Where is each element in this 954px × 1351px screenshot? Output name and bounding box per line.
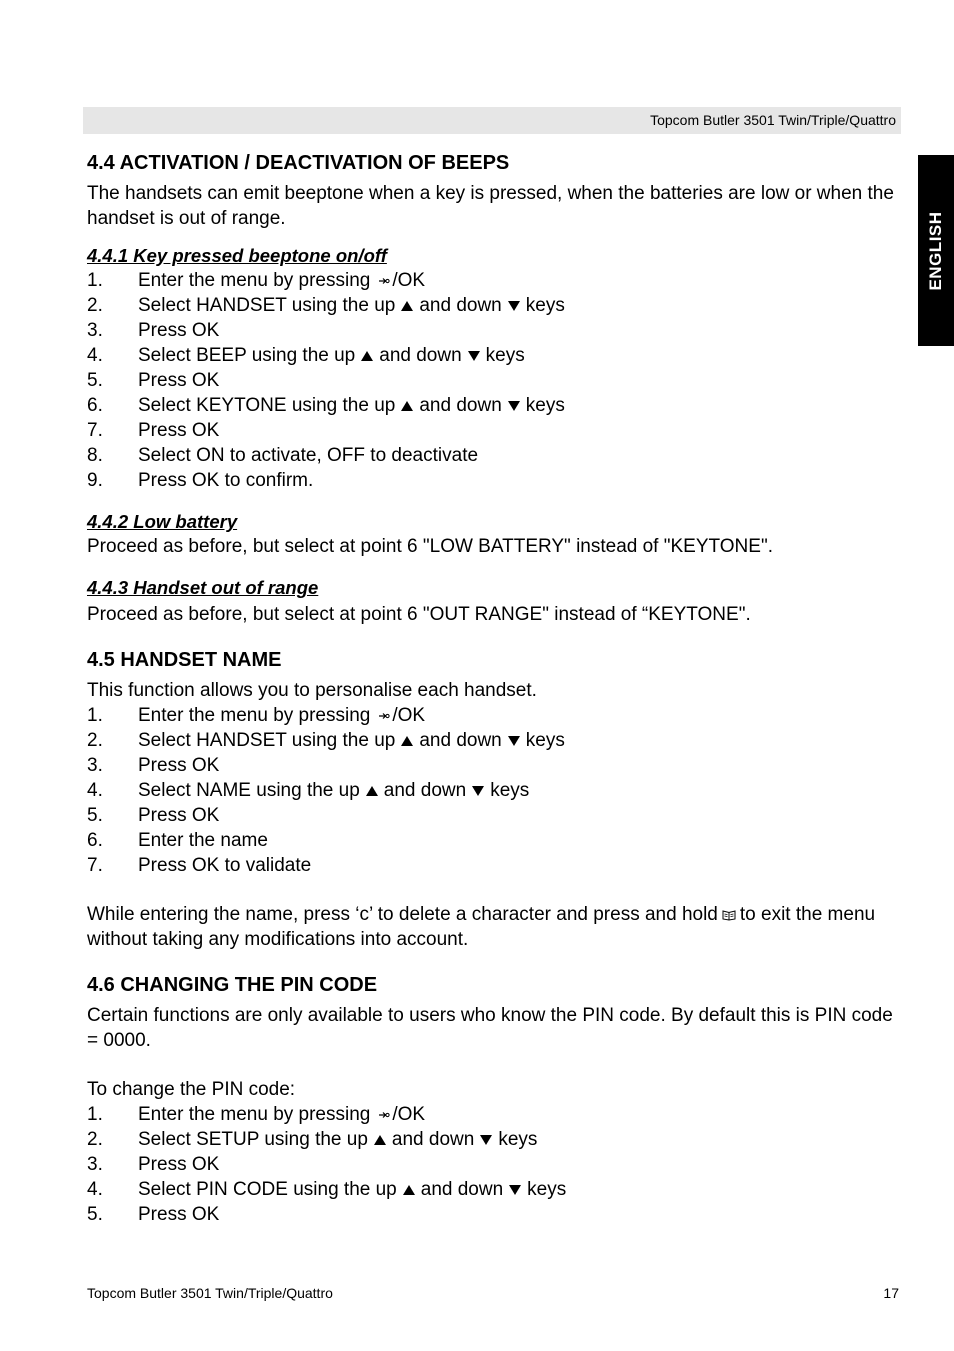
list-item — [87, 268, 902, 293]
step-number: 5. — [87, 805, 103, 826]
list-item — [87, 418, 902, 443]
up-arrow-icon — [403, 1185, 415, 1195]
step-number: 2. — [87, 295, 103, 316]
step-number: 4. — [87, 1179, 103, 1200]
step-text: Enter the name — [138, 830, 268, 851]
step-number: 6. — [87, 830, 103, 851]
subsection-4-4-2-text: Proceed as before, but select at point 6 "LOW BATTERY" instead of "KEYTONE". — [87, 536, 773, 557]
step-text-suffix: keys — [485, 345, 525, 366]
step-text: Press OK — [138, 1204, 220, 1225]
header-title: Topcom Butler 3501 Twin/Triple/Quattro — [650, 112, 896, 128]
subsection-heading-4-4-1: 4.4.1 Key pressed beeptone on/off — [87, 245, 387, 266]
step-text: Select KEYTONE using the up — [138, 395, 396, 416]
step-number: 6. — [87, 395, 103, 416]
step-number: 3. — [87, 320, 103, 341]
page-header — [83, 107, 901, 134]
step-text: Select HANDSET using the up — [138, 730, 396, 751]
down-arrow-icon — [480, 1135, 492, 1145]
list-item — [87, 778, 902, 803]
step-text: Press OK — [138, 1154, 220, 1175]
step-number: 8. — [87, 445, 103, 466]
down-arrow-icon — [472, 786, 484, 796]
list-item — [87, 853, 902, 878]
step-text-mid: and down — [419, 295, 502, 316]
step-number: 4. — [87, 345, 103, 366]
step-text: Select ON to activate, OFF to deactivate — [138, 445, 479, 466]
down-arrow-icon — [508, 736, 520, 746]
list-item — [87, 318, 902, 343]
list-item — [87, 828, 902, 853]
menu-key-icon — [378, 710, 390, 722]
step-text-mid: and down — [419, 395, 502, 416]
step-text: Press OK — [138, 420, 220, 441]
down-arrow-icon — [508, 401, 520, 411]
subsection-heading-4-4-2: 4.4.2 Low battery — [87, 511, 238, 532]
section-4-6-intro: Certain functions are only available to users who know the PIN code. By default this is PIN code = 0000. — [87, 1005, 893, 1051]
list-item — [87, 1127, 902, 1152]
menu-key-icon — [378, 275, 390, 287]
step-text: Press OK — [138, 755, 220, 776]
up-arrow-icon — [366, 786, 378, 796]
section-heading-4-6: 4.6 CHANGING THE PIN CODE — [87, 974, 378, 996]
step-number: 7. — [87, 420, 103, 441]
menu-key-icon — [378, 1109, 390, 1121]
up-arrow-icon — [374, 1135, 386, 1145]
step-number: 1. — [87, 705, 103, 726]
page-number: 17 — [883, 1285, 899, 1301]
step-number: 3. — [87, 755, 103, 776]
step-number: 3. — [87, 1154, 103, 1175]
steps-list-4-4-1 — [87, 268, 902, 493]
list-item — [87, 393, 902, 418]
step-text-suffix: keys — [498, 1129, 538, 1150]
page-content — [87, 150, 902, 1227]
subsection-heading-4-4-3: 4.4.3 Handset out of range — [87, 577, 319, 598]
step-number: 2. — [87, 1129, 103, 1150]
step-number: 1. — [87, 1104, 103, 1125]
step-text: Select HANDSET using the up — [138, 295, 396, 316]
step-text-suffix: keys — [525, 395, 565, 416]
step-number: 7. — [87, 855, 103, 876]
section-4-4-intro: The handsets can emit beeptone when a key is pressed, when the batteries are low or when the handset is out of range. — [87, 183, 894, 229]
step-text-suffix: /OK — [392, 270, 426, 291]
step-text: Select PIN CODE using the up — [138, 1179, 397, 1200]
step-number: 4. — [87, 780, 103, 801]
step-text-mid: and down — [391, 1129, 475, 1150]
step-text-suffix: keys — [525, 295, 565, 316]
step-text-suffix: keys — [525, 730, 565, 751]
list-item — [87, 1177, 902, 1202]
language-tab-label: ENGLISH — [926, 210, 945, 291]
subsection-4-4-3-text: Proceed as before, but select at point 6 "OUT RANGE" instead of “KEYTONE". — [87, 604, 751, 625]
step-text: Enter the menu by pressing — [138, 705, 371, 726]
step-text: Press OK — [138, 805, 220, 826]
up-arrow-icon — [401, 401, 413, 411]
list-item — [87, 1152, 902, 1177]
step-text-suffix: keys — [490, 780, 530, 801]
step-text: Enter the menu by pressing — [138, 270, 371, 291]
list-item — [87, 443, 902, 468]
list-item — [87, 1102, 902, 1127]
step-text: Press OK to validate — [138, 855, 312, 876]
step-text: Select BEEP using the up — [138, 345, 356, 366]
step-number: 9. — [87, 470, 103, 491]
step-number: 2. — [87, 730, 103, 751]
list-item — [87, 293, 902, 318]
note-text-end: to exit the menu without taking any modifications into account. — [87, 904, 876, 950]
down-arrow-icon — [468, 351, 480, 361]
list-item — [87, 703, 902, 728]
up-arrow-icon — [361, 351, 373, 361]
phonebook-icon — [722, 909, 736, 921]
step-number: 5. — [87, 370, 103, 391]
up-arrow-icon — [401, 736, 413, 746]
step-text: Enter the menu by pressing — [138, 1104, 371, 1125]
step-text-mid: and down — [419, 730, 502, 751]
note-text-start: While entering the name, press ‘c’ to delete a character and press and hold — [87, 904, 718, 925]
step-text-suffix: keys — [527, 1179, 567, 1200]
step-text: Select SETUP using the up — [138, 1129, 368, 1150]
section-4-5-note — [87, 902, 902, 952]
step-text-mid: and down — [420, 1179, 504, 1200]
down-arrow-icon — [509, 1185, 521, 1195]
step-text-suffix: /OK — [392, 1104, 426, 1125]
list-item — [87, 343, 902, 368]
step-number: 5. — [87, 1204, 103, 1225]
step-text-mid: and down — [379, 345, 462, 366]
section-4-5-intro: This function allows you to personalise each handset. — [87, 680, 537, 701]
step-text-mid: and down — [383, 780, 467, 801]
step-number: 1. — [87, 270, 103, 291]
list-item — [87, 1202, 902, 1227]
section-heading-4-4: 4.4 ACTIVATION / DEACTIVATION OF BEEPS — [87, 152, 510, 174]
footer-title: Topcom Butler 3501 Twin/Triple/Quattro — [87, 1285, 333, 1301]
up-arrow-icon — [401, 301, 413, 311]
step-text: Select NAME using the up — [138, 780, 360, 801]
list-item — [87, 368, 902, 393]
step-text: Press OK — [138, 320, 220, 341]
step-text: Press OK to confirm. — [138, 470, 314, 491]
section-heading-4-5: 4.5 HANDSET NAME — [87, 649, 282, 671]
step-text-suffix: /OK — [392, 705, 426, 726]
list-item — [87, 803, 902, 828]
list-item — [87, 468, 902, 493]
down-arrow-icon — [508, 301, 520, 311]
steps-list-4-6 — [87, 1102, 902, 1227]
language-tab — [918, 155, 954, 346]
section-4-6-lead: To change the PIN code: — [87, 1079, 296, 1100]
list-item — [87, 753, 902, 778]
steps-list-4-5 — [87, 703, 902, 878]
list-item — [87, 728, 902, 753]
step-text: Press OK — [138, 370, 220, 391]
